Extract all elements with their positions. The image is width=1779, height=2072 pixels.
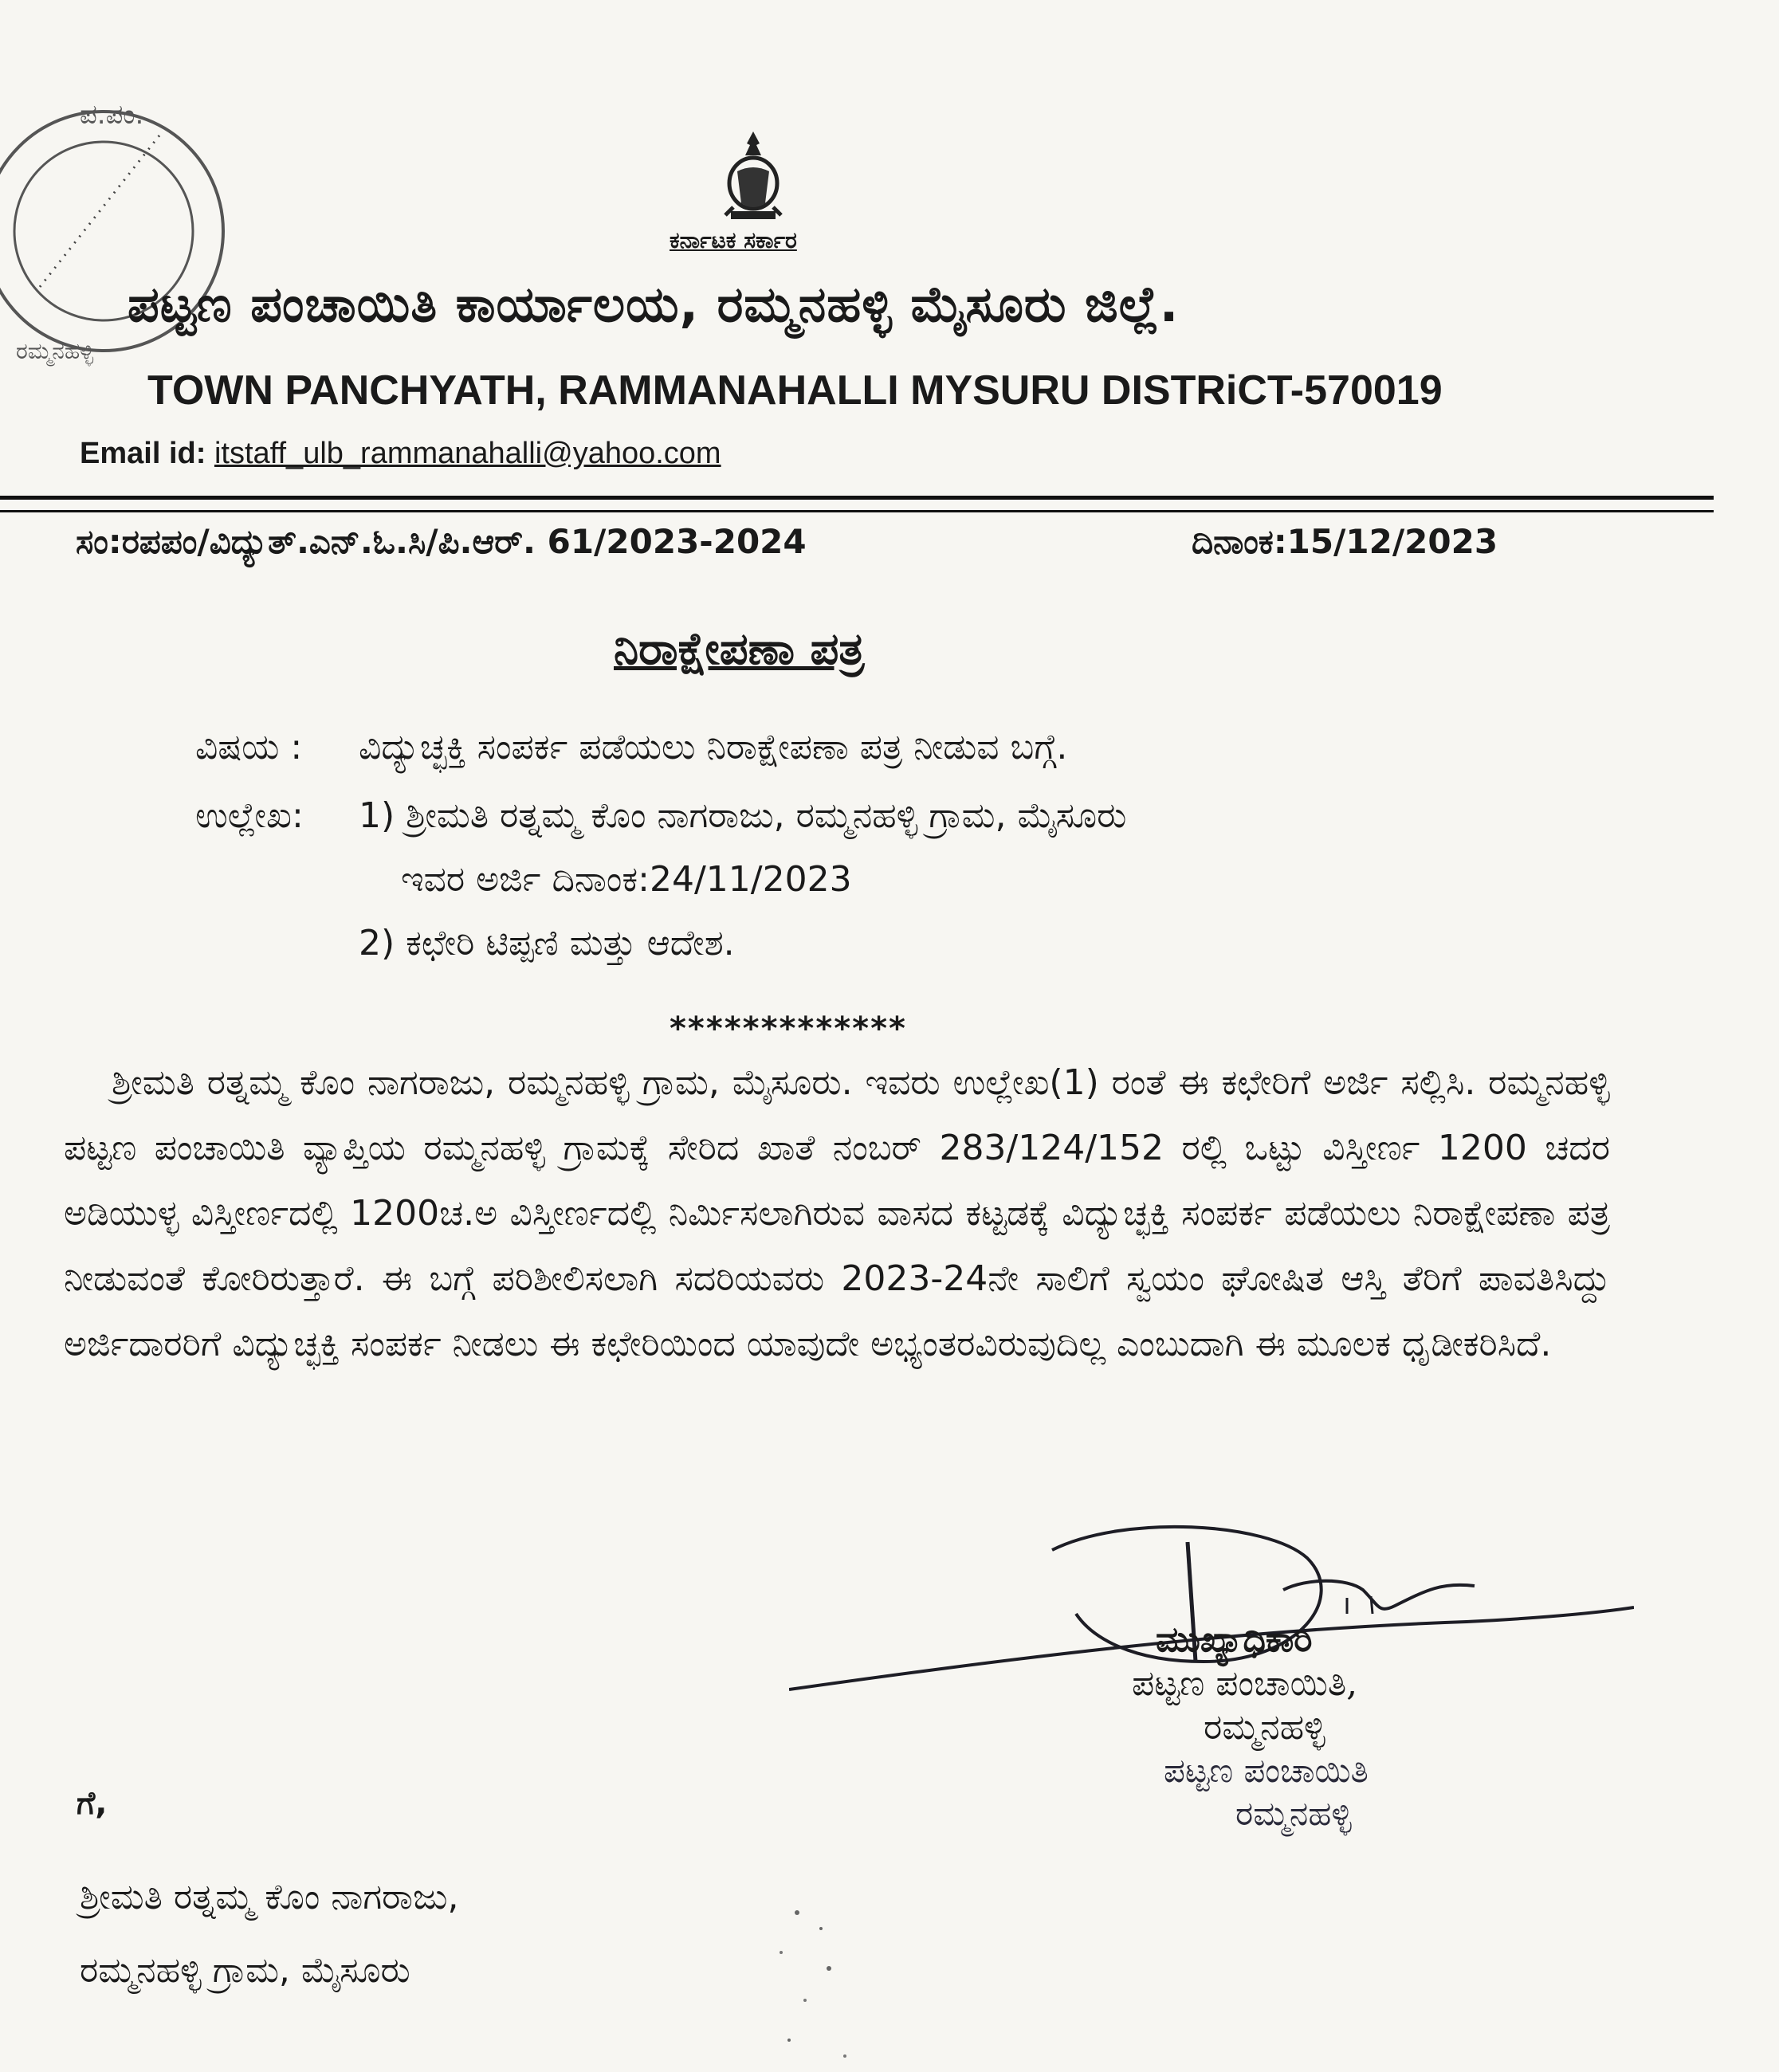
reference-1-line-1: 1) ಶ್ರೀಮತಿ ರತ್ನಮ್ಮ ಕೊಂ ನಾಗರಾಜು, ರಮ್ಮನಹಳ್ಳಿ ಗ್ರಾಮ, ಮೈಸೂರು bbox=[359, 795, 1127, 836]
separator-stars: ************* bbox=[670, 1010, 907, 1047]
header-divider-thin bbox=[0, 510, 1714, 512]
document-title: ನಿರಾಕ್ಷೇಪಣಾ ಪತ್ರ bbox=[614, 623, 865, 675]
subject-label: ವಿಷಯ : bbox=[195, 727, 303, 767]
subject-text: ವಿದ್ಯುಚ್ಛಕ್ತಿ ಸಂಪರ್ಕ ಪಡೆಯಲು ನಿರಾಕ್ಷೇಪಣಾ ಪತ್ರ ನೀಡುವ ಬಗ್ಗೆ. bbox=[359, 727, 1068, 767]
seal-bottom-text: ರಮ್ಮನಹಳ್ಳಿ bbox=[16, 338, 94, 364]
signatory-office-line-1: ಪಟ್ಟಣ ಪಂಚಾಯಿತಿ, bbox=[1132, 1663, 1358, 1704]
seal-top-text: ಪ.ಪಂ. bbox=[80, 99, 144, 131]
designation-stamp bbox=[1164, 1749, 1369, 1835]
karnataka-emblem-icon bbox=[713, 128, 793, 231]
email-row bbox=[80, 437, 721, 471]
reference-1-line-2: ಇವರ ಅರ್ಜಿ ದಿನಾಂಕ:24/11/2023 bbox=[401, 859, 852, 900]
reference-2: 2) ಕಛೇರಿ ಟಿಪ್ಪಣಿ ಮತ್ತು ಆದೇಶ. bbox=[359, 923, 735, 963]
recipient-address bbox=[80, 1861, 459, 2007]
office-name-english: TOWN PANCHYATH, RAMMANAHALLI MYSURU DISTRiCT-570019 bbox=[147, 367, 1443, 414]
office-name-kannada: ಪಟ್ಟಣ ಪಂಚಾಯಿತಿ ಕಾರ್ಯಾಲಯ, ರಮ್ಮನಹಳ್ಳಿ ಮೈಸೂರು ಜಿಲ್ಲೆ. bbox=[128, 275, 1180, 333]
signatory-designation: ಮುಖ್ಯಾಧಿಕಾರಿ bbox=[1156, 1619, 1313, 1660]
email-link[interactable]: itstaff_ulb_rammanahalli@yahoo.com bbox=[214, 437, 721, 470]
scan-speckles bbox=[733, 1897, 893, 2072]
body-paragraph: ಶ್ರೀಮತಿ ರತ್ನಮ್ಮ ಕೊಂ ನಾಗರಾಜು, ರಮ್ಮನಹಳ್ಳಿ ಗ್ರಾಮ, ಮೈಸೂರು. ಇವರು ಉಲ್ಲೇಖ(1) ರಂತೆ ಈ ಕಛೇರಿಗೆ ಅರ್ಜಿ ಸಲ್ಲಿಸಿ. ರಮ್ಮನಹಳ್ಳಿ ಪಟ್ಟಣ ಪಂಚಾಯಿತಿ ವ್ಯಾಪ್ತಿಯ ರಮ್ಮನಹಳ್ಳಿ ಗ್ರಾಮಕ್ಕೆ ಸೇರಿದ ಖಾತೆ ನಂಬರ್ 283/124/152 ರಲ್ಲಿ ಒಟ್ಟು ವಿಸ್ತೀರ್ಣ 1200 ಚದರ ಅಡಿಯುಳ್ಳ ವಿಸ್ತೀರ್ಣದಲ್ಲಿ 1200ಚ.ಅ ವಿಸ್ತೀರ್ಣದಲ್ಲಿ ನಿರ್ಮಿಸಲಾಗಿರುವ ವಾಸದ ಕಟ್ಟಡಕ್ಕೆ ವಿದ್ಯುಚ್ಛಕ್ತಿ ಸಂಪರ್ಕ ಪಡೆಯಲು ನಿರಾಕ್ಷೇಪಣಾ ಪತ್ರ ನೀಡುವಂತೆ ಕೋರಿರುತ್ತಾರೆ. ಈ ಬಗ್ಗೆ ಪರಿಶೀಲಿಸಲಾಗಿ ಸದರಿಯವರು 2023-24ನೇ ಸಾಲಿಗೆ ಸ್ವಯಂ ಘೋಷಿತ ಆಸ್ತಿ ತೆರಿಗೆ ಪಾವತಿಸಿದ್ದು ಅರ್ಜಿದಾರರಿಗೆ ವಿದ್ಯುಚ್ಛಕ್ತಿ ಸಂಪರ್ಕ ನೀಡಲು ಈ ಕಛೇರಿಯಿಂದ ಯಾವುದೇ ಅಭ್ಯಂತರವಿರುವುದಿಲ್ಲ ಎಂಬುದಾಗಿ ಈ ಮೂಲಕ ಧೃಡೀಕರಿಸಿದೆ. bbox=[64, 1062, 1610, 1364]
to-label: ಗೆ, bbox=[77, 1785, 108, 1822]
header-divider bbox=[0, 496, 1714, 500]
government-name: ಕರ್ನಾಟಕ ಸರ್ಕಾರ bbox=[670, 227, 797, 253]
designation-stamp-line-2: ರಮ್ಮನಹಳ್ಳಿ bbox=[1235, 1794, 1352, 1833]
recipient-location: ರಮ್ಮನಹಳ್ಳಿ ಗ್ರಾಮ, ಮೈಸೂರು bbox=[80, 1950, 410, 1991]
references-label: ಉಲ್ಲೇಖ: bbox=[195, 795, 304, 836]
reference-number: ಸಂ:ರಪಪಂ/ವಿದ್ಯುತ್.ಎನ್.ಓ.ಸಿ/ಪಿ.ಆರ್. 61/2023-2024 bbox=[76, 522, 807, 561]
recipient-name: ಶ್ರೀಮತಿ ರತ್ನಮ್ಮ ಕೊಂ ನಾಗರಾಜು, bbox=[80, 1877, 459, 1917]
designation-stamp-line-1: ಪಟ್ಟಣ ಪಂಚಾಯಿತಿ bbox=[1164, 1751, 1369, 1790]
document-date: ದಿನಾಂಕ:15/12/2023 bbox=[1192, 522, 1498, 561]
signatory-block bbox=[1132, 1618, 1357, 1749]
signatory-office-line-2: ರಮ್ಮನಹಳ್ಳಿ bbox=[1204, 1707, 1325, 1748]
email-label: Email id: bbox=[80, 437, 206, 470]
